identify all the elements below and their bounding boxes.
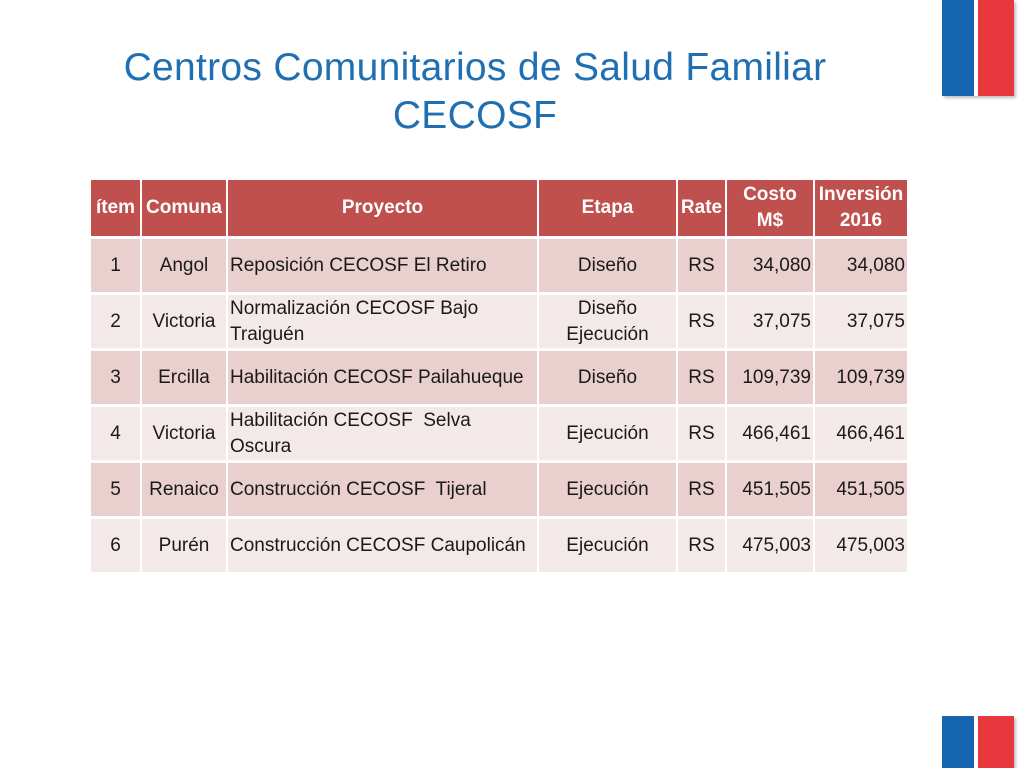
cell-proyecto-line1: Habilitación CECOSF Pailahueque xyxy=(230,366,524,388)
cell-costo: 475,003 xyxy=(726,518,814,574)
header-proyecto: Proyecto xyxy=(227,180,538,238)
cell-proyecto-line2: Traiguén xyxy=(230,323,305,345)
cell-rate: RS xyxy=(677,406,726,462)
cell-etapa-line1: Diseño xyxy=(577,297,638,319)
page-title-line1: Centros Comunitarios de Salud Familiar xyxy=(123,46,827,89)
cecosf-table xyxy=(91,180,909,575)
chile-flag-stripe-top xyxy=(942,0,1014,96)
cell-proyecto-line1: Habilitación CECOSF Selva xyxy=(230,409,471,431)
header-comuna: Comuna xyxy=(141,180,227,238)
header-inversion-line1: Inversión xyxy=(818,184,904,205)
cell-comuna: Victoria xyxy=(141,294,227,350)
cell-etapa-line1: Ejecución xyxy=(566,534,649,556)
cell-proyecto xyxy=(227,518,538,574)
chile-flag-stripe-bottom xyxy=(942,716,1014,768)
cell-proyecto xyxy=(227,294,538,350)
cell-inversion: 475,003 xyxy=(814,518,908,574)
cell-etapa xyxy=(538,294,677,350)
cell-etapa-line1: Diseño xyxy=(577,254,638,276)
cell-etapa xyxy=(538,350,677,406)
cell-proyecto-line1: Normalización CECOSF Bajo xyxy=(230,297,479,319)
header-item: ítem xyxy=(91,180,141,238)
header-costo xyxy=(726,180,814,238)
cell-inversion: 34,080 xyxy=(814,238,908,294)
cell-proyecto-line2: Oscura xyxy=(230,435,292,457)
cell-costo: 34,080 xyxy=(726,238,814,294)
table-row xyxy=(91,238,908,294)
table-header-row xyxy=(91,180,908,238)
cell-comuna: Purén xyxy=(141,518,227,574)
cell-etapa-line1: Diseño xyxy=(577,366,638,388)
cell-etapa xyxy=(538,406,677,462)
cell-etapa-line2: Ejecución xyxy=(566,323,649,345)
cell-item: 6 xyxy=(91,518,141,574)
header-costo-line2: M$ xyxy=(756,210,784,231)
cell-costo: 37,075 xyxy=(726,294,814,350)
cell-item: 1 xyxy=(91,238,141,294)
header-inversion xyxy=(814,180,908,238)
page-title xyxy=(60,44,890,140)
cell-costo: 451,505 xyxy=(726,462,814,518)
cell-proyecto xyxy=(227,350,538,406)
cell-proyecto-line1: Reposición CECOSF El Retiro xyxy=(230,254,487,276)
table-row xyxy=(91,518,908,574)
cell-inversion: 451,505 xyxy=(814,462,908,518)
cell-item: 4 xyxy=(91,406,141,462)
cell-proyecto xyxy=(227,406,538,462)
cell-comuna: Renaico xyxy=(141,462,227,518)
header-inversion-line2: 2016 xyxy=(839,210,883,231)
cell-inversion: 37,075 xyxy=(814,294,908,350)
cell-proyecto xyxy=(227,238,538,294)
cell-comuna: Angol xyxy=(141,238,227,294)
cell-costo: 109,739 xyxy=(726,350,814,406)
cell-rate: RS xyxy=(677,518,726,574)
cell-item: 2 xyxy=(91,294,141,350)
table-row xyxy=(91,462,908,518)
cell-rate: RS xyxy=(677,294,726,350)
cell-rate: RS xyxy=(677,462,726,518)
table-row xyxy=(91,294,908,350)
cell-etapa-line1: Ejecución xyxy=(566,422,649,444)
header-etapa: Etapa xyxy=(538,180,677,238)
cell-comuna: Victoria xyxy=(141,406,227,462)
cell-rate: RS xyxy=(677,350,726,406)
header-costo-line1: Costo xyxy=(743,184,797,205)
cell-proyecto xyxy=(227,462,538,518)
cell-proyecto-line1: Construcción CECOSF Tijeral xyxy=(230,478,487,500)
page-title-line2: CECOSF xyxy=(392,94,558,137)
table-row xyxy=(91,350,908,406)
cell-etapa xyxy=(538,238,677,294)
cell-etapa xyxy=(538,518,677,574)
cell-rate: RS xyxy=(677,238,726,294)
cell-costo: 466,461 xyxy=(726,406,814,462)
cell-etapa xyxy=(538,462,677,518)
header-rate: Rate xyxy=(677,180,726,238)
cell-item: 3 xyxy=(91,350,141,406)
table-row xyxy=(91,406,908,462)
cell-comuna: Ercilla xyxy=(141,350,227,406)
cell-inversion: 466,461 xyxy=(814,406,908,462)
cell-etapa-line1: Ejecución xyxy=(566,478,649,500)
cell-proyecto-line1: Construcción CECOSF Caupolicán xyxy=(230,534,526,556)
cell-inversion: 109,739 xyxy=(814,350,908,406)
cell-item: 5 xyxy=(91,462,141,518)
